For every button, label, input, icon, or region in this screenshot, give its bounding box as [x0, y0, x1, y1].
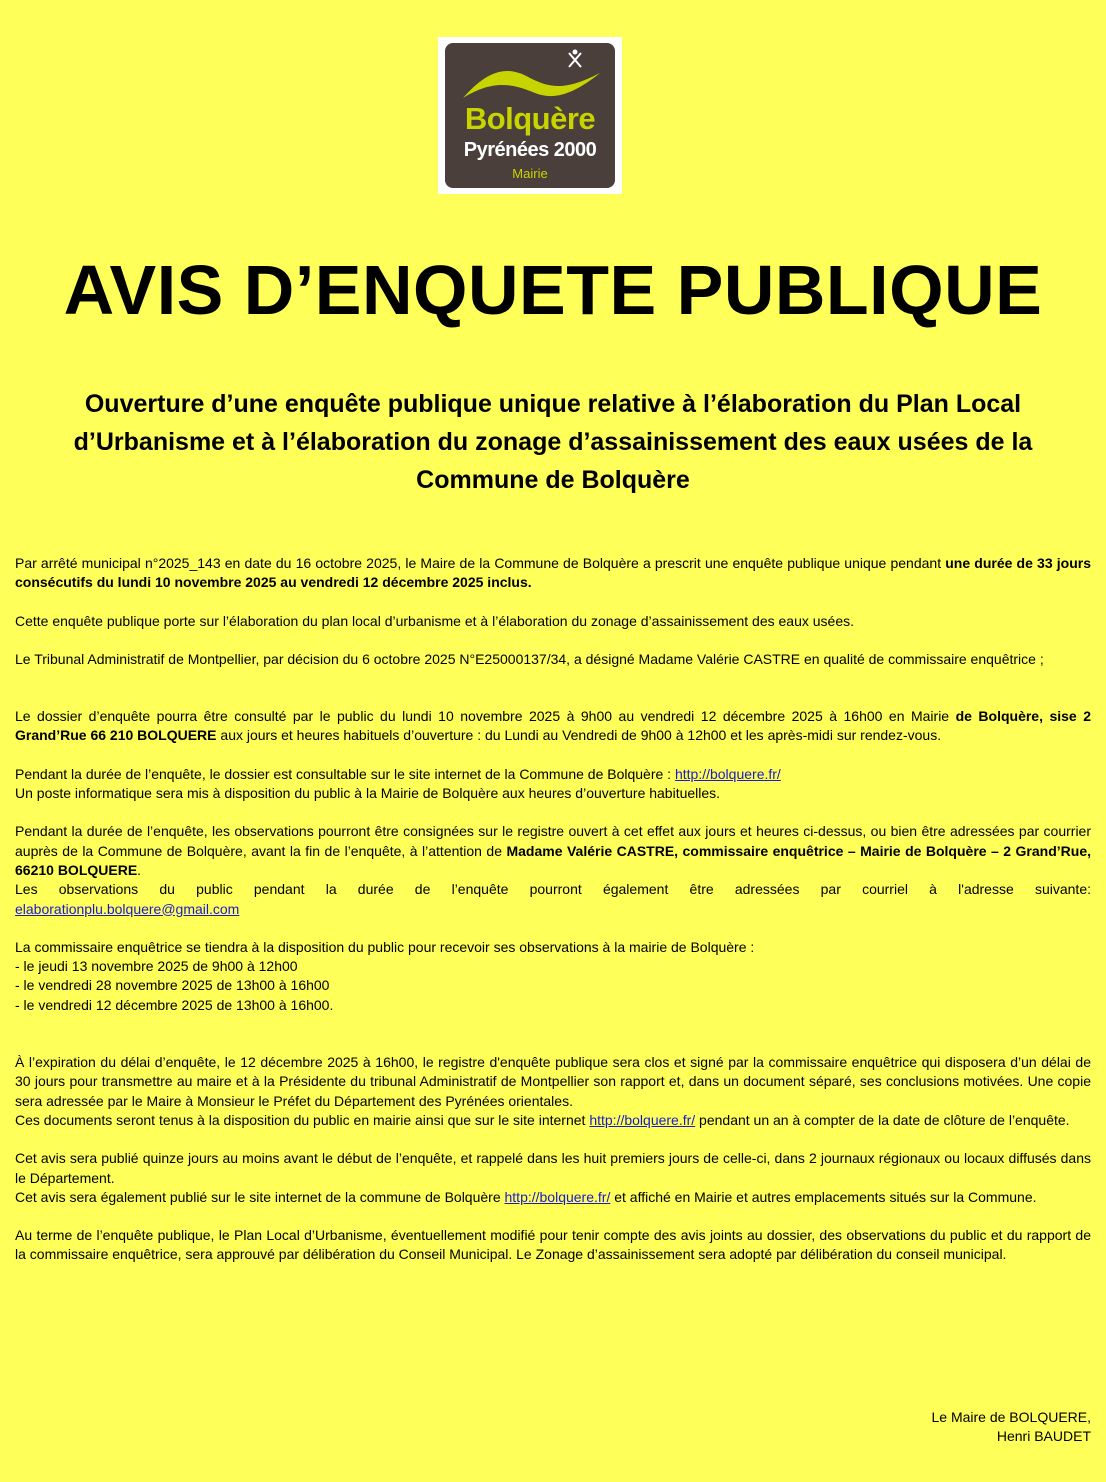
paragraph-affichage	[15, 1188, 1091, 1207]
paragraph-arrete	[15, 554, 1091, 593]
page-title: AVIS D’ENQUETE PUBLIQUE	[63, 251, 1043, 329]
email-link[interactable]: elaborationplu.bolquere@gmail.com	[15, 900, 240, 917]
paragraph-poste: Un poste informatique sera mis à disposition du public à la Mairie de Bolquère aux heures d’ouverture habituelles.	[15, 785, 721, 802]
internet-text: Pendant la durée de l’enquête, le dossier est consultable sur le site internet de la Commune de Bolquère :	[15, 765, 675, 782]
signature-name: Henri BAUDET	[996, 1428, 1091, 1445]
commissaire-address: Madame Valérie CASTRE, commissaire enquêtrice – Mairie de Bolquère – 2 Grand’Rue, 66210 BOLQUERE	[15, 842, 1091, 878]
arrete-duration: une durée de 33 jours consécutifs du lundi 10 novembre 2025 au vendredi 12 décembre 2025 inclus.	[15, 555, 1091, 591]
dossier-text: Le dossier d’enquête pourra être consulté par le public du lundi 10 novembre 2025 à 9h00 au vendredi 12 décembre 2025 à 16h00 en Mairie	[15, 708, 956, 725]
website-link[interactable]: http://bolquere.fr/	[504, 1188, 611, 1205]
bolquere-logo	[438, 37, 622, 194]
logo-name: Bolquère	[464, 101, 596, 136]
paragraph-email	[15, 900, 1091, 919]
documents-text: Ces documents seront tenus à la disposition du public en mairie ainsi que sur le site internet	[15, 1111, 590, 1128]
dossier-hours: aux jours et heures habituels d’ouverture : du Lundi au Vendredi de 9h00 à 12h00 et les après-midi sur rendez-vous.	[216, 727, 942, 744]
notice-body	[15, 554, 1091, 1265]
paragraph-objet: Cette enquête publique porte sur l’élaboration du plan local d’urbanisme et à l’élaboration du zonage d’assainissement des eaux usées.	[15, 612, 854, 629]
observations-end: .	[137, 861, 142, 878]
mairie-address: de Bolquère, sise 2 Grand’Rue 66 210 BOLQUERE	[15, 708, 1091, 744]
permanence-item: - le vendredi 12 décembre 2025 de 13h00 à 16h00.	[15, 996, 334, 1013]
website-link[interactable]: http://bolquere.fr/	[589, 1111, 696, 1128]
signature-block	[931, 1408, 1091, 1447]
page-subtitle: Ouverture d’une enquête publique unique relative à l’élaboration du Plan Local d’Urbanisme et à l’élaboration du zonage d’assainissement des eaux usées de la Commune de Bolquère	[73, 390, 1033, 494]
observations-text: Pendant la durée de l’enquête, les observations pourront être consignées sur le registre ouvert à cet effet aux jours et heures ci-dessus, ou bien être adressées par courrier auprès de la Commune de Bolquère, avant la fin de l’enquête, à l’attention de	[15, 823, 1091, 859]
paragraph-tribunal: Le Tribunal Administratif de Montpellier, par décision du 6 octobre 2025 N°E25000137/34, a désigné Madame Valérie CASTRE en qualité de commissaire enquêtrice ;	[15, 650, 1044, 667]
logo-subtitle: Pyrénées 2000	[463, 139, 597, 161]
paragraph-publication: Cet avis sera publié quinze jours au moins avant le début de l’enquête, et rappelé dans les huit premiers jours de celle-ci, dans 2 journaux régionaux ou locaux diffusés dans le Département.	[15, 1150, 1091, 1186]
affichage-end: et affiché en Mairie et autres emplacements situés sur la Commune.	[610, 1188, 1037, 1205]
paragraph-internet	[15, 765, 1091, 784]
documents-end: pendant un an à compter de la date de clôture de l’enquête.	[695, 1111, 1070, 1128]
logo-badge	[445, 43, 615, 188]
permanence-item: - le jeudi 13 novembre 2025 de 9h00 à 12h00	[15, 958, 298, 975]
signature-title: Le Maire de BOLQUERE,	[931, 1409, 1091, 1425]
affichage-text: Cet avis sera également publié sur le site internet de la commune de Bolquère	[15, 1188, 505, 1205]
permanence-item: - le vendredi 28 novembre 2025 de 13h00 à 16h00	[15, 977, 330, 994]
paragraph-documents	[15, 1111, 1091, 1130]
paragraph-observations	[15, 822, 1091, 880]
logo-mairie: Mairie	[512, 166, 548, 181]
paragraph-courriel	[15, 880, 1091, 899]
paragraph-permanences: La commissaire enquêtrice se tiendra à la disposition du public pour recevoir ses observations à la mairie de Bolquère :	[15, 938, 755, 955]
paragraph-dossier	[15, 707, 1091, 746]
paragraph-conclusion: Au terme de l’enquête publique, le Plan Local d’Urbanisme, éventuellement modifié pour tenir compte des avis joints au dossier, des observations du public et du rapport de la commissaire enquêtrice, sera approuvé par délibération du Conseil Municipal. Le Zonage d’assainissement sera adopté par délibération du conseil municipal.	[15, 1227, 1091, 1263]
courriel-text: Les observations du public pendant la durée de l’enquête pourront également être adressées par courriel à l'adresse suivante:	[15, 881, 1091, 898]
arrete-text: Par arrêté municipal n°2025_143 en date du 16 octobre 2025, le Maire de la Commune de Bolquère a prescrit une enquête publique unique pendant	[15, 555, 946, 571]
paragraph-expiration: À l’expiration du délai d’enquête, le 12 décembre 2025 à 16h00, le registre d'enquête publique sera clos et signé par la commissaire enquêtrice qui disposera d’un délai de 30 jours pour transmettre au maire et à la Présidente du tribunal Administratif de Montpellier son rapport et, dans un document séparé, ses conclusions motivées. Une copie sera adressée par le Maire à Monsieur le Préfet du Département des Pyrénées orientales.	[15, 1054, 1091, 1109]
website-link[interactable]: http://bolquere.fr/	[674, 765, 781, 782]
